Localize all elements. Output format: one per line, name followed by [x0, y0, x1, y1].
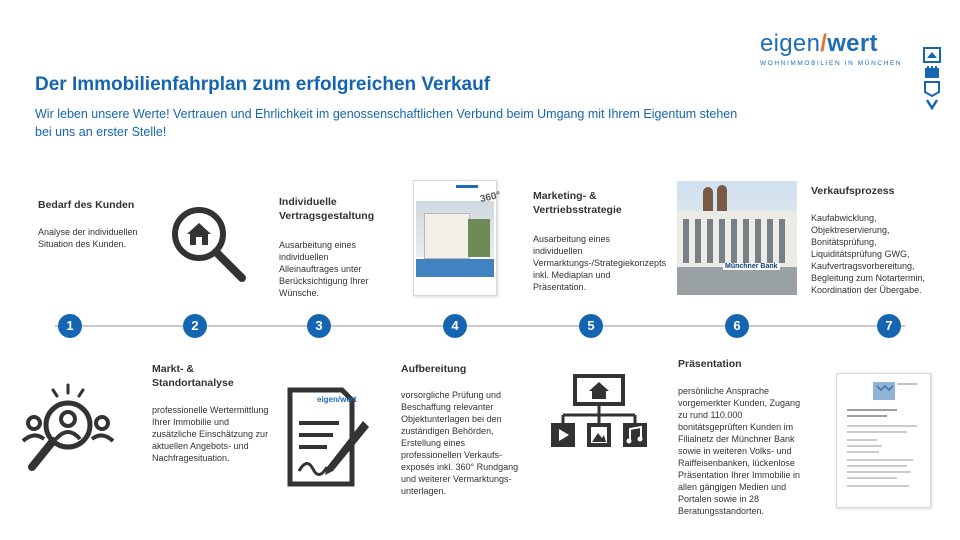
logo-tagline: WOHNIMMOBILIEN IN MÜNCHEN — [760, 60, 903, 67]
expose-360-badge: 360° — [479, 189, 502, 206]
expose-banner — [416, 259, 494, 277]
media-network-icon — [549, 373, 649, 449]
step-4-title: Aufbereitung — [401, 363, 467, 375]
step-4-circle: 4 — [443, 314, 467, 338]
step-1-text: Analyse der individuellen Situation des Kunden. — [38, 227, 138, 249]
step-7-circle: 7 — [877, 314, 901, 338]
logo-part2: wert — [827, 30, 878, 57]
step-2-circle: 2 — [183, 314, 207, 338]
step-5-text: Ausarbeitung eines individuellen Vermarktungs-/Strategiekonzepts inkl. Mediaplan und Präsentation. — [533, 234, 667, 292]
eigenwert-logo — [760, 30, 902, 67]
page-subtitle: Wir leben unsere Werte! Vertrauen und Ehrlichkeit im genossenschaftlichen Verbund beim Umgang mit Ihrem Eigentum stehen bei uns an erster Stelle! — [35, 107, 738, 139]
expose-logo-bar — [456, 185, 478, 188]
house-search-icon — [166, 203, 250, 283]
step-2-title: Markt- & Standortanalyse — [152, 363, 234, 389]
step-2-text: professionelle Wertermittlung Ihrer Immobilie und zusätzliche Einschätzung zur aktuellen Angebots- und Nachfragesituation. — [152, 405, 269, 463]
step-4-text: vorsorgliche Prüfung und Beschaffung relevanter Objektunterlagen bei den zuständigen Behörden, Erstellung eines professionellen Verkaufs-exposés inkl. 360° Rundgang und weiterer Vermarktungs-unterlagen. — [401, 390, 519, 496]
step-6-text: persönliche Ansprache vorgemerkter Kunden, Zugang zu rund 110.000 bonitätsgeprüften Kunden im Filialnetz der Münchner Bank sowie in weiteren Volks- und Raiffeisenbanken, lückenlose Präsentation Ihrer Immobilie in allen gängigen Medien und Portalen sowie in 28 Beratungsstandorten. — [678, 386, 801, 516]
step-3-circle: 3 — [307, 314, 331, 338]
step-1-circle: 1 — [58, 314, 82, 338]
contract-logo: eigen/wert — [317, 395, 357, 404]
expose-building-photo — [416, 201, 494, 257]
logo-part1: eigen — [760, 30, 821, 57]
step-6-title: Präsentation — [678, 358, 742, 370]
logo-wordmark — [760, 30, 902, 58]
bank-building-photo — [677, 181, 797, 295]
step-7-text: Kaufabwicklung, Objektreservierung, Bonitätsprüfung, Liquiditätsprüfung GWG, Kaufvertragsvorbereitung, Begleitung zum Notartermin, Koordination der Übergabe. — [811, 213, 926, 295]
people-search-icon — [20, 383, 116, 475]
page-title: Der Immobilienfahrplan zum erfolgreichen Verkauf — [35, 74, 491, 95]
contract-pen-icon — [287, 387, 369, 487]
step-5-circle: 5 — [579, 314, 603, 338]
crest-icon — [923, 46, 941, 110]
step-6-circle: 6 — [725, 314, 749, 338]
step-7-title: Verkaufsprozess — [811, 185, 895, 197]
notary-document-image — [836, 373, 931, 508]
step-1-title: Bedarf des Kunden — [38, 199, 135, 211]
step-3-text: Ausarbeitung eines individuellen Alleinauftrages unter Berücksichtigung Ihrer Wünsche. — [279, 240, 369, 298]
bank-sign: Münchner Bank — [725, 263, 778, 270]
step-3-title: Individuelle Vertragsgestaltung — [279, 196, 375, 222]
logo-slash: / — [820, 30, 828, 57]
step-5-title: Marketing- & Vertriebsstrategie — [533, 190, 622, 216]
